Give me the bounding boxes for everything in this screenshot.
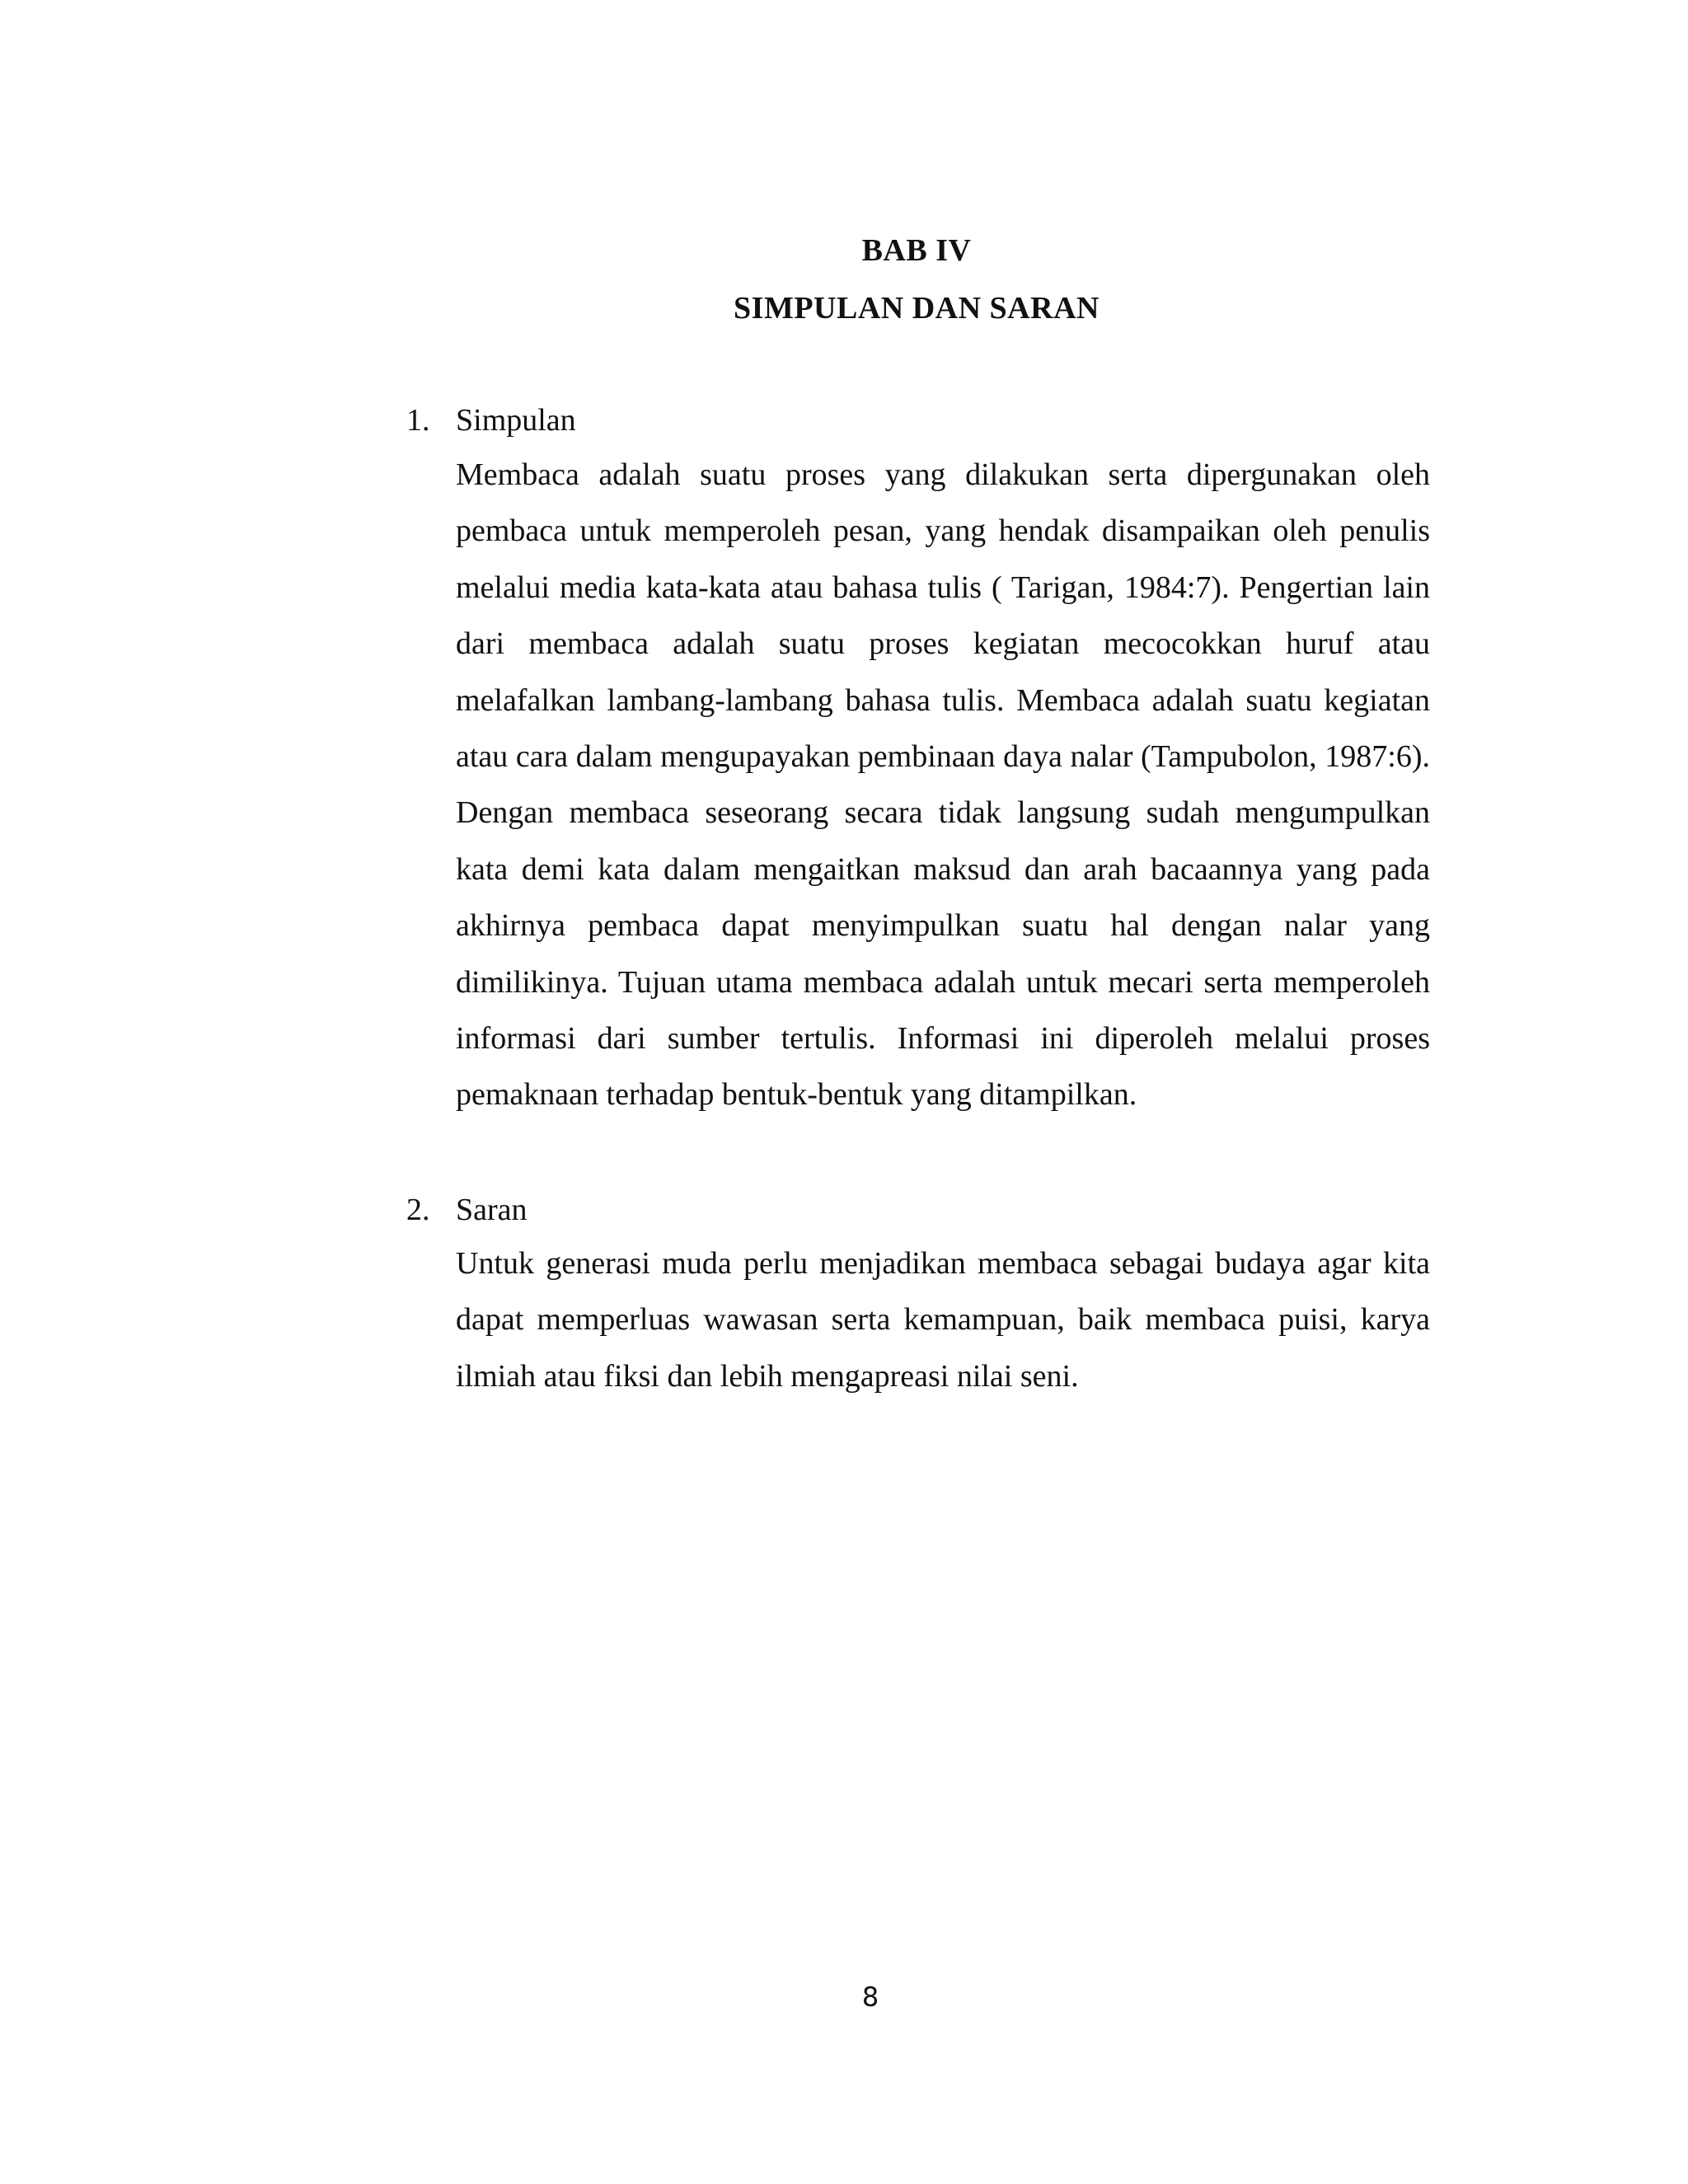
- section-heading-saran: [406, 1192, 528, 1228]
- section-heading-simpulan: [406, 402, 576, 438]
- paragraph-simpulan: Membaca adalah suatu proses yang dilakukan serta dipergunakan oleh pembaca untuk memperoleh pesan, yang hendak disampaikan oleh penulis melalui media kata-kata atau bahasa tulis ( Tarigan, 1984:7). Pengertian lain dari membaca adalah suatu proses kegiatan mecocokkan huruf atau melafalkan lambang-lambang bahasa tulis. Membaca adalah suatu kegiatan atau cara dalam mengupayakan pembinaan daya nalar (Tampubolon, 1987:6). Dengan membaca seseorang secara tidak langsung sudah mengumpulkan kata demi kata dalam mengaitkan maksud dan arah bacaannya yang pada akhirnya pembaca dapat menyimpulkan suatu hal dengan nalar yang dimilikinya. Tujuan utama membaca adalah untuk mecari serta memperoleh informasi dari sumber tertulis. Informasi ini diperoleh melalui proses pemaknaan terhadap bentuk-bentuk yang ditampilkan.: [456, 457, 1430, 1113]
- paragraph-saran: Untuk generasi muda perlu menjadikan membaca sebagai budaya agar kita dapat memperluas wawasan serta kemampuan, baik membaca puisi, karya ilmiah atau fiksi dan lebih mengapreasi nilai seni.: [456, 1246, 1430, 1394]
- page-number: 8: [861, 1981, 879, 2013]
- chapter-title: SIMPULAN DAN SARAN: [734, 291, 1100, 326]
- section-number: 2.: [406, 1193, 430, 1227]
- section-number: 1.: [406, 403, 430, 438]
- section-title: Simpulan: [456, 403, 576, 438]
- section-title: Saran: [456, 1193, 528, 1227]
- chapter-heading: BAB IV: [861, 233, 972, 268]
